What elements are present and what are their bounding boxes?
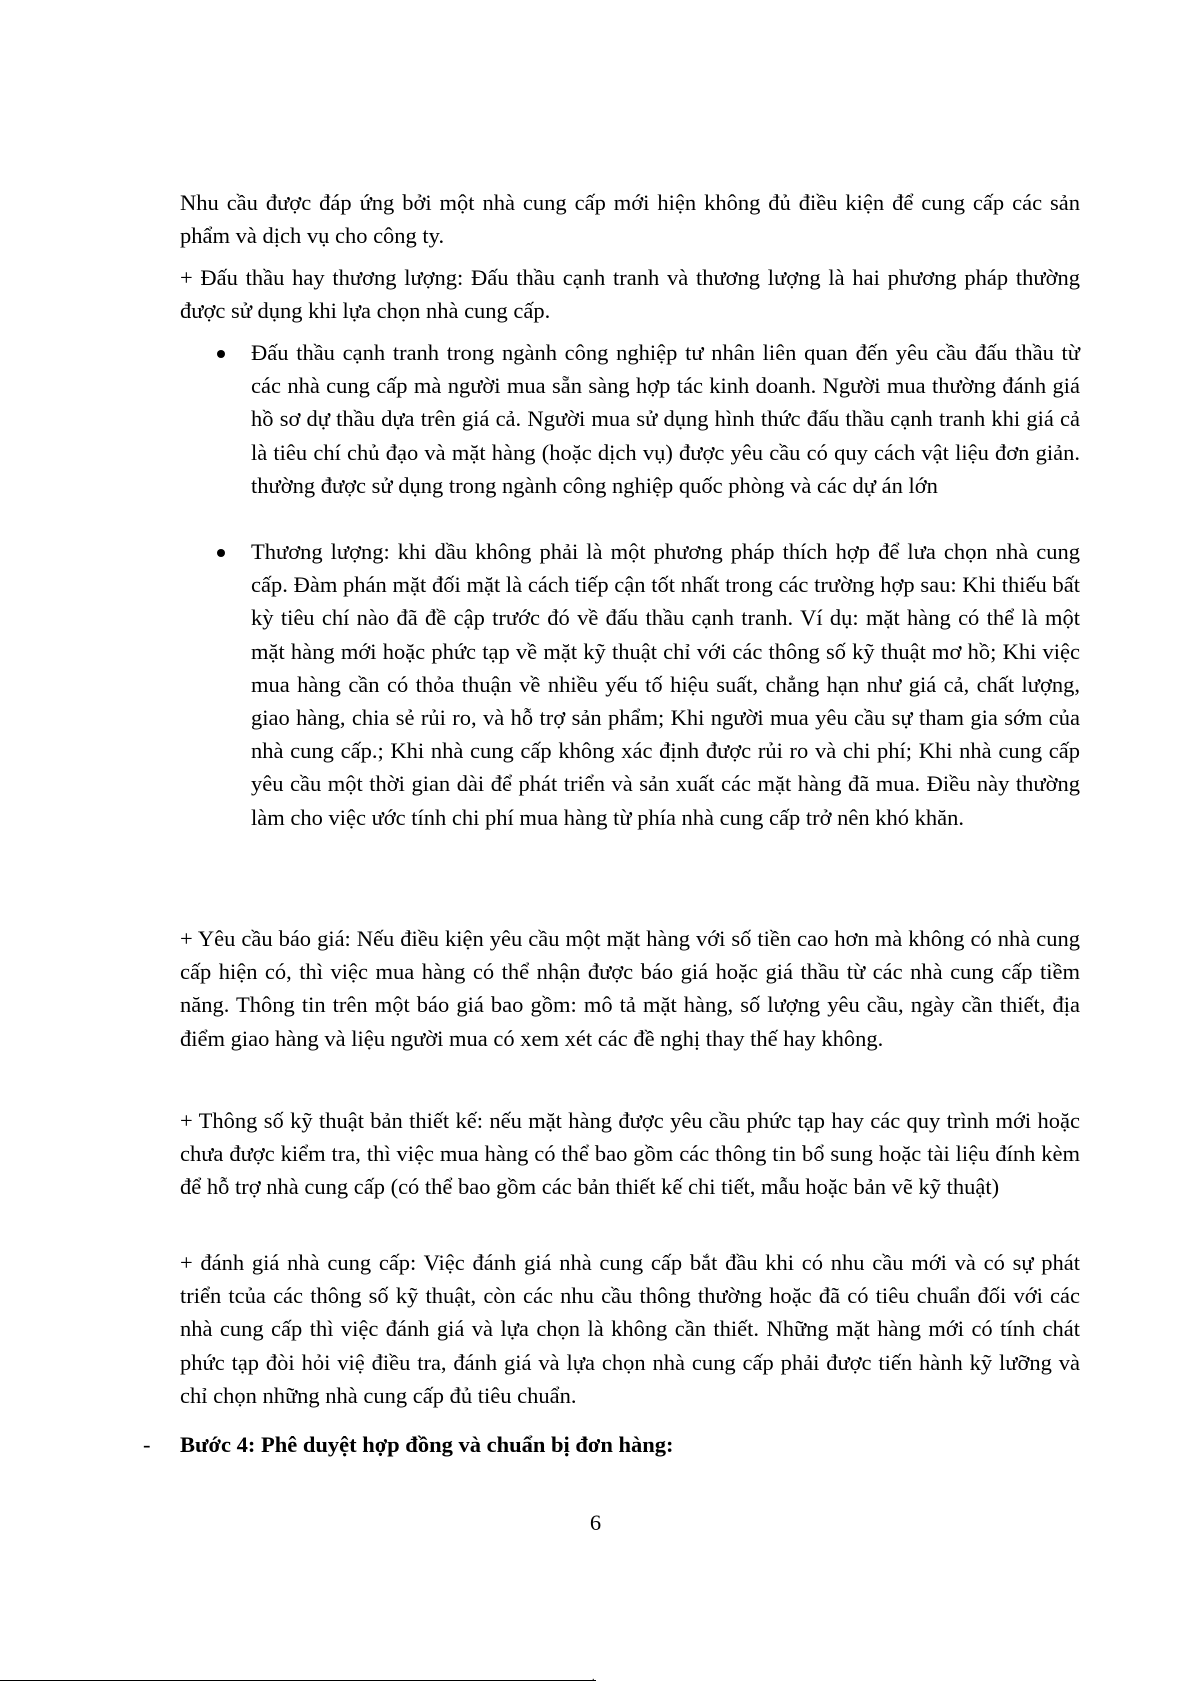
paragraph-design-specifications: + Thông số kỹ thuật bản thiết kế: nếu mặt hàng được yêu cầu phức tạp hay các quy trình mới hoặc chưa được kiểm tra, thì việc mua hàng có thể bao gồm các thông tin bổ sung hoặc tài liệu đính kèm để hỗ trợ nhà cung cấp (có thể bao gồm các bản thiết kế chi tiết, mẫu hoặc bản vẽ kỹ thuật) [180,1108,1080,1200]
step-4-title: Bước 4: Phê duyệt hợp đồng và chuẩn bị đơn hàng: [180,1432,674,1457]
bullet-text-competitive-bidding: Đấu thầu cạnh tranh trong ngành công nghiệp tư nhân liên quan đến yêu cầu đấu thầu từ các nhà cung cấp mà người mua sẵn sàng hợp tác kinh doanh. Người mua thường đánh giá hồ sơ dự thầu dựa trên giá cả. Người mua sử dụng hình thức đấu thầu cạnh tranh khi giá cả là tiêu chí chủ đạo và mặt hàng (hoặc dịch vụ) được yêu cầu có quy cách vật liệu đơn giản. thường được sử dụng trong ngành công nghiệp quốc phòng và các dự án lớn [251,340,1080,498]
paragraph-request-for-quotation: + Yêu cầu báo giá: Nếu điều kiện yêu cầu một mặt hàng với số tiền cao hơn mà không có nhà cung cấp hiện có, thì việc mua hàng có thể nhận được báo giá hoặc giá thầu từ các nhà cung cấp tiềm năng. Thông tin trên một báo giá bao gồm: mô tả mặt hàng, số lượng yêu cầu, ngày cần thiết, địa điểm giao hàng và liệu người mua có xem xét các đề nghị thay thế hay không. [180,926,1080,1051]
bullet-dot-icon [217,549,225,557]
paragraph-bidding-or-negotiation: + Đấu thầu hay thương lượng: Đấu thầu cạnh tranh và thương lượng là hai phương pháp thường được sử dụng khi lựa chọn nhà cung cấp. [180,265,1080,324]
paragraph-supplier-evaluation: + đánh giá nhà cung cấp: Việc đánh giá nhà cung cấp bắt đầu khi có nhu cầu mới và có sự phát triển tcủa các thông số kỹ thuật, còn các nhu cầu thông thường hoặc đã có tiêu chuẩn đối với các nhà cung cấp thì việc đánh giá và lựa chọn là không cần thiết. Những mặt hàng mới có tính chát phức tạp đòi hỏi việ điều tra, đánh giá và lựa chọn nhà cung cấp phải được tiến hành kỹ lưỡng và chỉ chọn những nhà cung cấp đủ tiêu chuẩn. [180,1250,1080,1408]
footer-rule [0,1680,596,1681]
step-dash: - [143,1432,151,1457]
bullet-dot-icon [217,350,225,358]
bullet-text-negotiation: Thương lượng: khi dầu không phải là một phương pháp thích hợp để lưa chọn nhà cung cấp. Đàm phán mặt đối mặt là cách tiếp cận tốt nhất trong các trường hợp sau: Khi thiếu bất kỳ tiêu chí nào đã đề cập trước đó về đấu thầu cạnh tranh. Ví dụ: mặt hàng có thể là một mặt hàng mới hoặc phức tạp về mặt kỹ thuật chỉ với các thông số kỹ thuật mơ hồ; Khi việc mua hàng cần có thỏa thuận về nhiều yếu tố hiệu suất, chẳng hạn như giá cả, chất lượng, giao hàng, chia sẻ rủi ro, và hỗ trợ sản phẩm; Khi người mua yêu cầu sự tham gia sớm của nhà cung cấp.; Khi nhà cung cấp không xác định được rủi ro và chi phí; Khi nhà cung cấp yêu cầu một thời gian dài để phát triển và sản xuất các mặt hàng đã mua. Điều này thường làm cho việc ước tính chi phí mua hàng từ phía nhà cung cấp trở nên khó khăn. [251,539,1080,830]
paragraph-supplier-need: Nhu cầu được đáp ứng bởi một nhà cung cấp mới hiện không đủ điều kiện để cung cấp các sản phẩm và dịch vụ cho công ty. [180,190,1080,249]
page-number: 6 [589,1510,602,1535]
footer-mark: . [592,1672,595,1683]
